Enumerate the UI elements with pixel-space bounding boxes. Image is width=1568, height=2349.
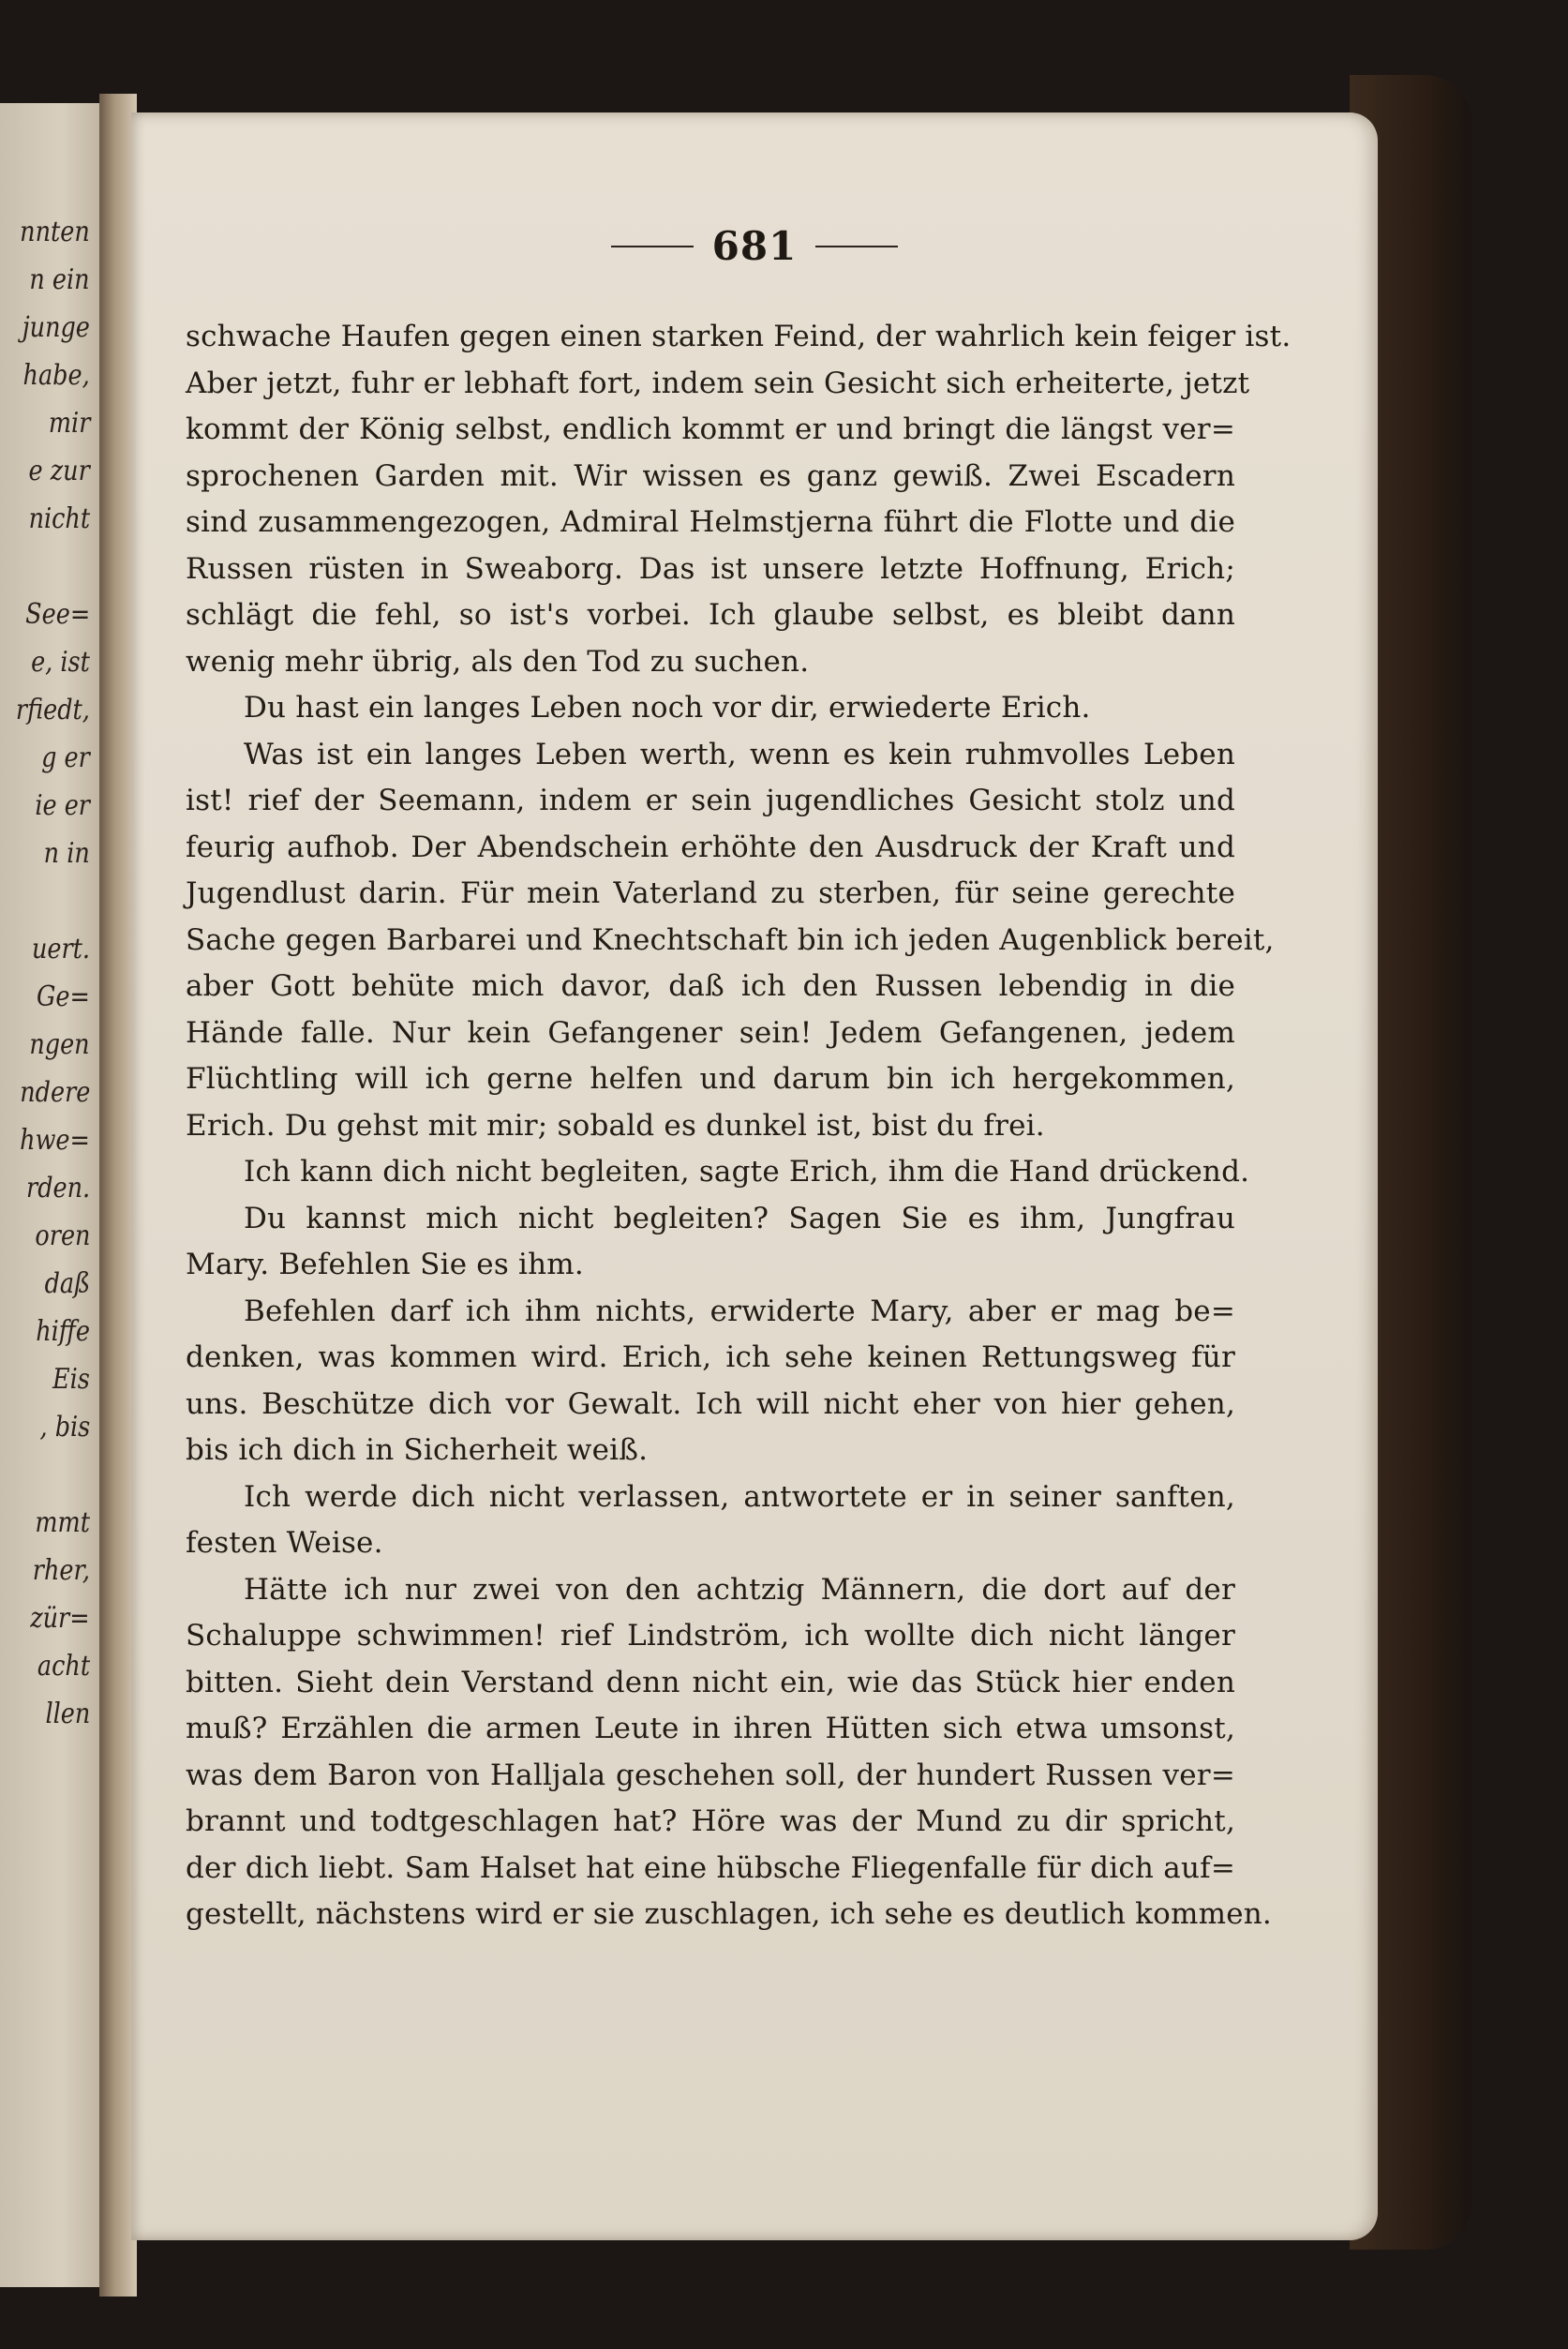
text-line: Mary. Befehlen Sie es ihm. — [186, 1248, 584, 1281]
facing-page-fragment: acht — [37, 1650, 90, 1683]
text-line: kommt der König selbst, endlich kommt er und bringt die längst ver= — [186, 412, 1235, 446]
text-line: Aber jetzt, fuhr er lebhaft fort, indem sein Gesicht sich erheiterte, jetzt — [186, 366, 1250, 400]
text-line: schwache Haufen gegen einen starken Feind, der wahrlich kein feiger ist. — [186, 320, 1292, 353]
text-line: denken, was kommen wird. Erich, ich sehe keinen Rettungsweg für — [186, 1340, 1235, 1374]
facing-page-fragment: uert. — [31, 933, 90, 965]
text-line: ist! rief der Seemann, indem er sein jugendliches Gesicht stolz und — [186, 784, 1235, 817]
text-line: was dem Baron von Halljala geschehen soll, der hundert Russen ver= — [186, 1758, 1235, 1792]
facing-page-fragment: hwe= — [20, 1124, 90, 1157]
text-line: Sache gegen Barbarei und Knechtschaft bin ich jeden Augenblick bereit, — [186, 922, 1275, 957]
facing-page-fragment: n ein — [29, 263, 90, 296]
text-line: schlägt die fehl, so ist's vorbei. Ich glaube selbst, es bleibt dann — [186, 598, 1235, 632]
facing-page-fragment: ndere — [19, 1076, 90, 1109]
text-line: brannt und todtgeschlagen hat? Höre was der Mund zu dir spricht, — [186, 1804, 1235, 1838]
text-line: Ich werde dich nicht verlassen, antwortete er in seiner sanften, — [244, 1479, 1235, 1514]
text-line: uns. Beschütze dich vor Gewalt. Ich will nicht eher von hier gehen, — [186, 1386, 1235, 1421]
facing-page-fragment: g er — [41, 741, 90, 774]
facing-page-fragment: n in — [43, 837, 90, 870]
text-line: muß? Erzählen die armen Leute in ihren Hütten sich etwa umsonst, — [186, 1712, 1235, 1745]
body-text — [186, 314, 1292, 1938]
facing-page-fragment: nicht — [28, 502, 90, 535]
facing-page-fragment: e, ist — [31, 646, 90, 679]
header-rule-right — [815, 246, 898, 247]
facing-page-fragment: daß — [44, 1267, 90, 1300]
header-rule-left — [611, 246, 694, 247]
text-line: Was ist ein langes Leben werth, wenn es kein ruhmvolles Leben — [244, 737, 1235, 771]
text-line: sprochenen Garden mit. Wir wissen es ganz gewiß. Zwei Escadern — [186, 458, 1235, 493]
text-line: bitten. Sieht dein Verstand denn nicht ein, wie das Stück hier enden — [186, 1665, 1235, 1699]
text-line: aber Gott behüte mich davor, daß ich den Russen lebendig in die — [186, 969, 1235, 1003]
text-line: Russen rüsten in Sweaborg. Das ist unsere letzte Hoffnung, Erich; — [186, 551, 1235, 586]
facing-page-fragment: hiffe — [36, 1315, 90, 1348]
text-line: Hände falle. Nur kein Gefangener sein! Jedem Gefangenen, jedem — [186, 1015, 1235, 1050]
text-line: Flüchtling will ich gerne helfen und darum bin ich hergekommen, — [186, 1062, 1235, 1096]
text-line: bis ich dich in Sicherheit weiß. — [186, 1433, 649, 1467]
facing-page-fragment: Eis — [52, 1363, 90, 1396]
facing-page-fragment: zür= — [30, 1602, 90, 1635]
text-line: Du kannst mich nicht begleiten? Sagen Sie es ihm, Jungfrau — [244, 1201, 1235, 1235]
facing-page-fragment: ngen — [29, 1028, 90, 1061]
text-line: Erich. Du gehst mit mir; sobald es dunkel ist, bist du frei. — [186, 1108, 1045, 1143]
text-line: Ich kann dich nicht begleiten, sagte Erich, ihm die Hand drückend. — [244, 1155, 1250, 1189]
facing-page-fragment: junge — [22, 311, 90, 344]
facing-page-fragment: mir — [48, 407, 90, 440]
text-line: Jugendlust darin. Für mein Vaterland zu sterben, für seine gerechte — [186, 876, 1235, 910]
book-page — [131, 112, 1378, 2240]
text-line: der dich liebt. Sam Halset hat eine hübsche Fliegenfalle für dich auf= — [186, 1850, 1235, 1885]
facing-page-fragment: ie er — [35, 789, 90, 822]
text-line: Hätte ich nur zwei von den achtzig Männern, die dort auf der — [244, 1572, 1235, 1607]
facing-page-fragment: rfiedt, — [16, 694, 90, 726]
text-line: Du hast ein langes Leben noch vor dir, erwiederte Erich. — [244, 691, 1091, 725]
page-header — [131, 223, 1378, 279]
text-line: gestellt, nächstens wird er sie zuschlagen, ich sehe es deutlich kommen. — [186, 1897, 1272, 1931]
facing-page-fragment: mmt — [35, 1506, 90, 1539]
facing-page-fragment: rden. — [25, 1172, 90, 1204]
facing-page-fragment: e zur — [28, 455, 90, 487]
text-line: Befehlen darf ich ihm nichts, erwiderte Mary, aber er mag be= — [244, 1294, 1235, 1328]
facing-page-fragment: nnten — [20, 216, 90, 248]
facing-page-fragment: llen — [45, 1698, 90, 1730]
facing-page-left — [0, 103, 103, 2287]
facing-page-fragment: See= — [24, 598, 90, 631]
facing-page-fragment: Ge= — [37, 980, 90, 1013]
facing-page-fragment: rher, — [32, 1554, 90, 1587]
text-line: wenig mehr übrig, als den Tod zu suchen. — [186, 644, 810, 679]
facing-page-fragment: oren — [34, 1219, 90, 1252]
facing-page-fragment: , bis — [39, 1411, 90, 1444]
text-line: sind zusammengezogen, Admiral Helmstjerna führt die Flotte und die — [186, 505, 1235, 539]
text-line: feurig aufhob. Der Abendschein erhöhte den Ausdruck der Kraft und — [186, 830, 1235, 864]
text-line: Schaluppe schwimmen! rief Lindström, ich wollte dich nicht länger — [186, 1619, 1235, 1653]
facing-page-fragment: habe, — [22, 359, 90, 392]
text-line: festen Weise. — [186, 1526, 383, 1560]
page-number: 681 — [711, 223, 798, 269]
